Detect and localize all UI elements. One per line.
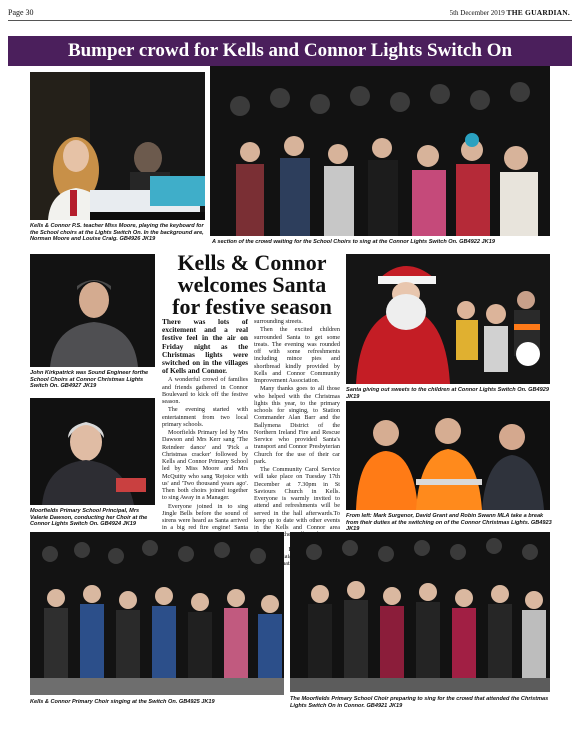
photo-crowd	[210, 66, 550, 236]
photo-kells-choir	[30, 532, 284, 695]
caption-firefighters: From left: Mark Surgenor, David Grant and Robin Swann MLA take a break from their duties at the switching on of the Connor Christmas Lights. GB4923 JK19	[346, 513, 552, 533]
photo-principal	[30, 398, 155, 505]
caption-principal: Moorfields Primary School Principal, Mrs Valerie Dawson, conducting her Choir at the Connor Lights Switch On. GB4924 JK19	[30, 508, 148, 528]
photo-firefighters	[346, 401, 550, 510]
caption-teacher: Kells & Connor P.S. teacher Miss Moore, playing the keyboard for the School choirs at the Lights Switch On. In the background are, Norman Moore and Louise Craig. GB4926 JK19	[30, 223, 204, 243]
article-paragraph: Moorfields Primary led by Mrs Dawson and Mrs Kerr sang 'The Reindeer dance' and 'Pick a Christmas cracker' followed by Kells and Connor Primary School led by Miss Moore and Mrs McQuitty who sang 'Rejoice with us' and 'Two thousand years ago'. Then both choirs joined together to sing Away in a Manager.	[162, 429, 248, 502]
article-paragraph: The Community Carol Service will take place on Tuesday 17th December at 7.30pm in St Saviours Church in Kells. Everyone is warmly invited to attend and refreshments will be served in the hall afterwards.To keep up to date with other events in the Kells and Connor area the	[254, 466, 340, 539]
publication-name: THE GUARDIAN.	[506, 8, 570, 17]
page-number: Page 30	[8, 8, 34, 17]
photo-teacher-keyboard	[30, 72, 205, 220]
article-column-2	[254, 318, 340, 539]
photo-sound-engineer	[30, 254, 155, 367]
caption-sound-engineer: John Kirkpatrick was Sound Engineer forthe School Choirs at Connor Christmas Lights Switch On. GB4927 JK19	[30, 370, 149, 390]
article-paragraph: surrounding streets.	[254, 318, 303, 325]
headline-line-2: welcomes Santa	[177, 272, 327, 297]
caption-crowd: A section of the crowd waiting for the School Choirs to sing at the Connor Lights Switch On. GB4922 JK19	[212, 239, 495, 245]
article-paragraph: Everyone joined in to sing Jingle Bells before the sound of sirens were heard as Santa arrived in a big red fire engine! Santa	[162, 502, 248, 532]
article-paragraph: Many thanks goes to all those who helped with the Christmas lights this year, to the primary schools for singing, to Station Commander Alan Barr and the Ballymena District of the Northern Ireland Fire and Rescue Service who provided Santa's transport and Connor Presbyterian Church for the use of their car park.	[254, 385, 340, 465]
headline-line-3: for festive season	[172, 294, 332, 319]
article-lead: There was lots of excitement and a real festive feel in the air on Friday night as the Christmas lights were switched on in the villages of Kells and Connor.	[162, 317, 248, 376]
caption-moorfields-choir: The Moorfields Primary School Choir preparing to sing for the crowd that attended the Christmas Lights Switch On in Connor. GB4921 JK19	[290, 696, 549, 709]
article-column-1	[162, 317, 248, 532]
issue-date: 5th December 2019	[449, 9, 505, 17]
caption-santa: Santa giving out sweets to the children at Connor Lights Switch On. GB4929 JK19	[346, 387, 549, 400]
caption-kells-choir: Kells & Connor Primary Choir singing at the Switch On. GB4925 JK19	[30, 699, 215, 705]
photo-moorfields-choir	[290, 532, 550, 692]
article-paragraph: A wonderful crowd of families and friends gathered in Connor Boulevard to kick off the festive season.	[162, 376, 248, 406]
article-headline	[162, 252, 342, 318]
header-rule	[8, 20, 572, 21]
page-banner: Bumper crowd for Kells and Connor Lights Switch On	[8, 36, 572, 66]
article-paragraph: Then the excited children surrounded Santa to get some treats. The evening was rounded off with some refreshments including mince pies and shortbread kindly provided by Kells and Connor Community Improvement Association.	[254, 326, 340, 384]
photo-santa	[346, 254, 550, 384]
issue-info	[450, 8, 570, 17]
headline-line-1: Kells & Connor	[177, 250, 327, 275]
article-paragraph: The evening started with entertainment from two local primary schools.	[162, 406, 248, 428]
